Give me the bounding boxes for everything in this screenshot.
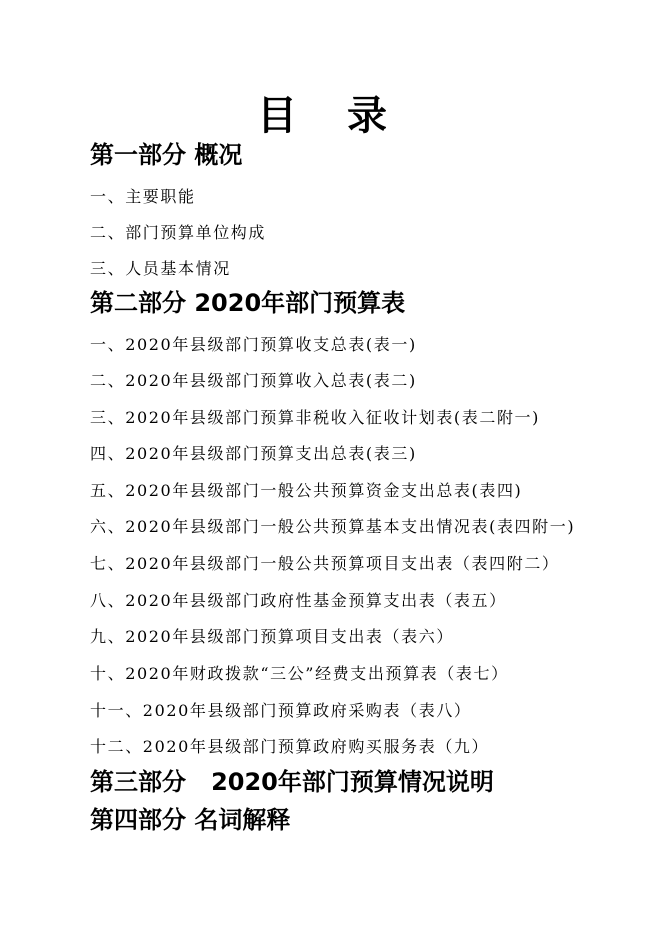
part2-heading: 第二部分 2020年部门预算表: [90, 289, 406, 317]
part3-heading: 第三部分 2020年部门预算情况说明: [90, 768, 494, 796]
toc-item: 三、2020年县级部门预算非税收入征收计划表(表二附一): [90, 408, 541, 427]
toc-item: 四、2020年县级部门预算支出总表(表三): [90, 444, 417, 463]
toc-item: 五、2020年县级部门一般公共预算资金支出总表(表四): [90, 481, 523, 500]
toc-item: 七、2020年县级部门一般公共预算项目支出表（表四附二）: [90, 554, 560, 573]
toc-item: 三、人员基本情况: [90, 259, 231, 278]
toc-item: 九、2020年县级部门预算项目支出表（表六）: [90, 627, 454, 646]
toc-item: 二、2020年县级部门预算收入总表(表二): [90, 371, 417, 390]
toc-item: 二、部门预算单位构成: [90, 223, 267, 242]
toc-item: 六、2020年县级部门一般公共预算基本支出情况表(表四附一): [90, 517, 576, 536]
toc-item: 一、主要职能: [90, 187, 196, 206]
part4-heading: 第四部分 名词解释: [90, 806, 291, 834]
toc-item: 十一、2020年县级部门预算政府采购表（表八）: [90, 701, 472, 720]
toc-item: 十二、2020年县级部门预算政府购买服务表（九）: [90, 737, 490, 756]
toc-item: 一、2020年县级部门预算收支总表(表一): [90, 335, 417, 354]
part1-heading: 第一部分 概况: [90, 141, 243, 169]
toc-item: 十、2020年财政拨款“三公”经费支出预算表（表七）: [90, 664, 509, 683]
page-title: 目 录: [257, 93, 405, 139]
toc-item: 八、2020年县级部门政府性基金预算支出表（表五）: [90, 591, 507, 610]
